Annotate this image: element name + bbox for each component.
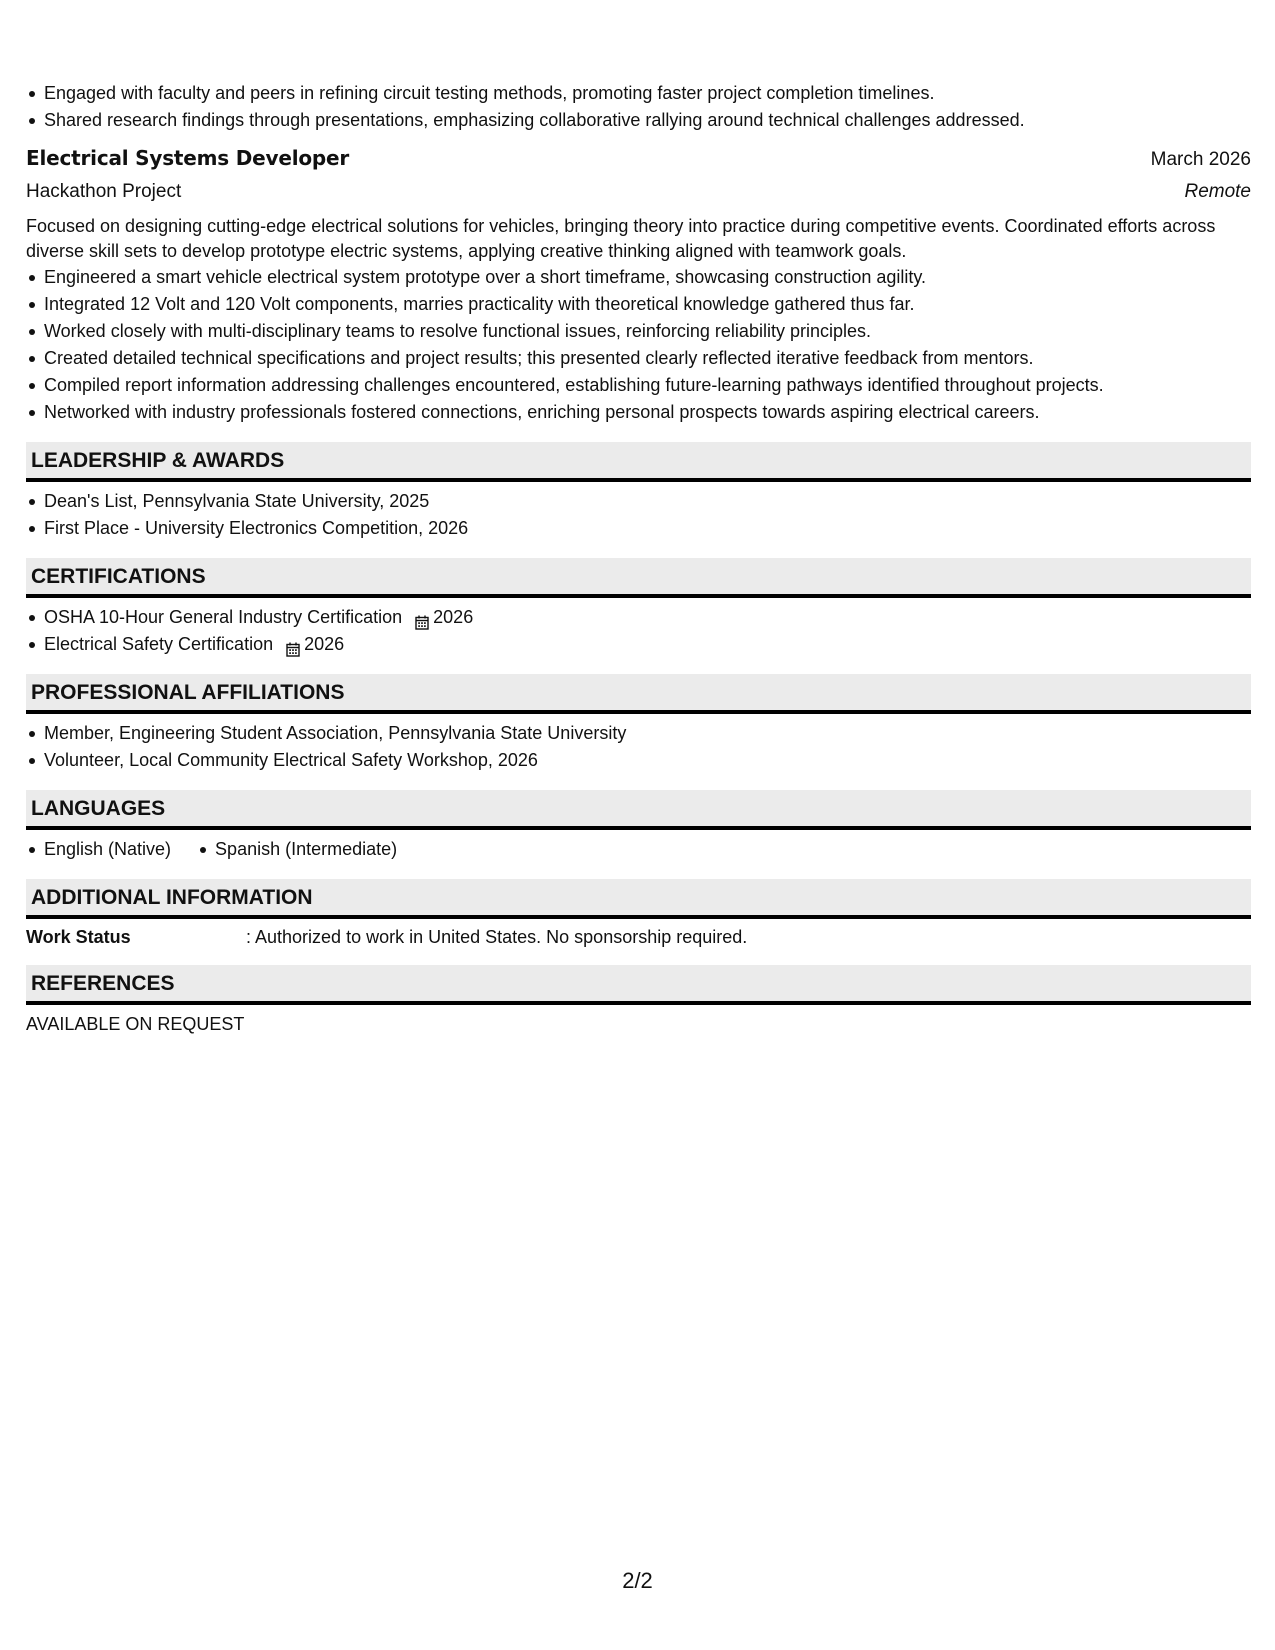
languages-list [26, 836, 1251, 863]
list-item: Volunteer, Local Community Electrical Safety Workshop, 2026 [44, 747, 1251, 774]
certification-name: OSHA 10-Hour General Industry Certification [44, 607, 403, 627]
leadership-list [26, 488, 1251, 542]
list-item [44, 631, 1251, 658]
work-status-label: Work Status [26, 927, 131, 947]
list-item [44, 604, 1251, 631]
page-number: 2/2 [622, 1568, 653, 1593]
job-header [26, 142, 1251, 176]
section-heading-references: REFERENCES [26, 965, 1251, 1005]
section-heading-affiliations: PROFESSIONAL AFFILIATIONS [26, 674, 1251, 714]
job-location: Remote [1184, 181, 1251, 202]
list-item: Shared research findings through presentations, emphasizing collaborative rallying around technical challenges addressed. [44, 107, 1251, 134]
list-item: Dean's List, Pennsylvania State University, 2025 [44, 488, 1251, 515]
certifications-list [26, 604, 1251, 658]
calendar-icon [415, 611, 429, 626]
section-heading-leadership: LEADERSHIP & AWARDS [26, 442, 1251, 482]
previous-job-bullets [26, 80, 1251, 134]
certification-year: 2026 [433, 607, 474, 627]
calendar-icon [286, 638, 300, 653]
section-heading-certifications: CERTIFICATIONS [26, 558, 1251, 598]
section-heading-additional: ADDITIONAL INFORMATION [26, 879, 1251, 919]
section-heading-languages: LANGUAGES [26, 790, 1251, 830]
certification-year: 2026 [304, 634, 345, 654]
language-item: English (Native) [44, 836, 171, 863]
job-bullets [26, 264, 1251, 426]
list-item: Networked with industry professionals fostered connections, enriching personal prospects towards aspiring electrical careers. [44, 399, 1251, 426]
work-status-row [26, 925, 1251, 949]
list-item: Engineered a smart vehicle electrical system prototype over a short timeframe, showcasing construction agility. [44, 264, 1251, 291]
resume-page [26, 80, 1251, 1037]
list-item: Member, Engineering Student Association, Pennsylvania State University [44, 720, 1251, 747]
list-item: Created detailed technical specifications and project results; this presented clearly reflected iterative feedback from mentors. [44, 345, 1251, 372]
list-item: Compiled report information addressing challenges encountered, establishing future-learning pathways identified throughout projects. [44, 372, 1251, 399]
list-item: Engaged with faculty and peers in refining circuit testing methods, promoting faster project completion timelines. [44, 80, 1251, 107]
list-item: Worked closely with multi-disciplinary teams to resolve functional issues, reinforcing reliability principles. [44, 318, 1251, 345]
job-date: March 2026 [1150, 149, 1251, 170]
language-item: Spanish (Intermediate) [215, 836, 397, 863]
job-subheader [26, 176, 1251, 208]
references-text: AVAILABLE ON REQUEST [26, 1014, 245, 1034]
work-status-value: : Authorized to work in United States. No sponsorship required. [246, 927, 748, 947]
list-item: First Place - University Electronics Competition, 2026 [44, 515, 1251, 542]
job-organization: Hackathon Project [26, 181, 182, 202]
affiliations-list [26, 720, 1251, 774]
job-title: Electrical Systems Developer [26, 146, 350, 170]
job-entry [26, 142, 1251, 426]
certification-name: Electrical Safety Certification [44, 634, 274, 654]
job-summary: Focused on designing cutting-edge electrical solutions for vehicles, bringing theory into practice during competitive events. Coordinated efforts across diverse skill sets to develop prototype electric systems, applying creative thinking aligned with teamwork goals. [26, 216, 1216, 261]
list-item: Integrated 12 Volt and 120 Volt components, marries practicality with theoretical knowledge gathered thus far. [44, 291, 1251, 318]
